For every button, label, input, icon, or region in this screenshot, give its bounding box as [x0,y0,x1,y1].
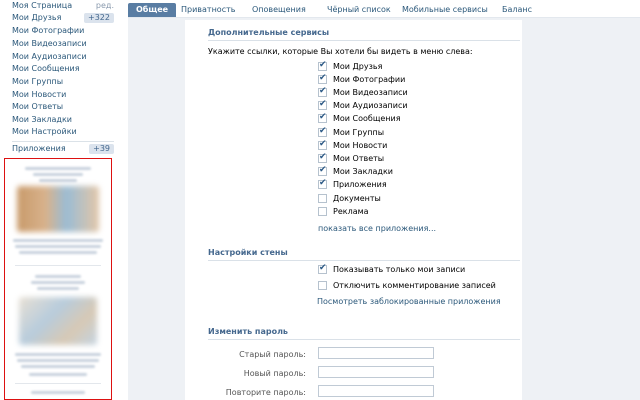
checkbox-label: Документы [333,194,381,203]
services-section-title: Дополнительные сервисы [208,28,330,37]
sidebar-item-friends[interactable]: Мои Друзья [12,13,62,22]
ad-block[interactable] [4,158,112,400]
tabs-underline [128,17,640,18]
checkbox-only-my-posts[interactable] [318,265,327,274]
left-sidebar [0,0,118,400]
checkbox-bookmarks[interactable] [318,167,327,176]
tab-blacklist[interactable]: Чёрный список [327,5,391,14]
sidebar-item-answers[interactable]: Мои Ответы [12,102,64,111]
sidebar-item-groups[interactable]: Мои Группы [12,77,64,86]
repeat-password-input[interactable] [318,385,434,397]
ad-text-blur [29,373,87,376]
checkbox-documents[interactable] [318,194,327,203]
show-all-apps-link[interactable]: показать все приложения... [318,224,437,233]
ad-title-blur [35,275,81,278]
checkbox-label: Мои Друзья [333,62,383,71]
ad-text-blur [17,359,99,362]
ad-text-blur [19,251,97,254]
ad-text-blur [15,353,101,356]
sidebar-item-apps[interactable]: Приложения [12,144,66,153]
ad-title-blur [31,391,85,394]
repeat-password-label: Повторите пароль: [225,388,306,397]
blocked-apps-link[interactable]: Посмотреть заблокированные приложения [317,297,501,306]
new-password-input[interactable] [318,366,434,378]
sidebar-divider [12,141,114,142]
ad-title-blur [25,167,91,170]
checkbox-audio[interactable] [318,101,327,110]
checkbox-videos[interactable] [318,88,327,97]
services-instruction: Укажите ссылки, которые Вы хотели бы видеть в меню слева: [208,47,473,56]
sidebar-item-videos[interactable]: Мои Видеозаписи [12,39,87,48]
checkbox-photos[interactable] [318,75,327,84]
old-password-input[interactable] [318,347,434,359]
checkbox-disable-comments[interactable] [318,281,327,290]
ad-title-blur [33,173,83,176]
section-divider [208,40,520,41]
checkbox-groups[interactable] [318,128,327,137]
checkbox-label: Отключить комментирование записей [333,281,496,290]
ad-text-blur [15,245,101,248]
tab-notifications[interactable]: Оповещения [252,5,306,14]
checkbox-label: Мои Видеозаписи [333,88,408,97]
apps-count-badge[interactable]: +39 [89,144,114,154]
checkbox-label: Мои Фотографии [333,75,406,84]
checkbox-apps[interactable] [318,180,327,189]
checkbox-label: Мои Сообщения [333,114,401,123]
sidebar-item-bookmarks[interactable]: Мои Закладки [12,115,72,124]
ad-text-blur [21,365,95,368]
checkbox-label: Приложения [333,180,387,189]
tab-privacy[interactable]: Приватность [181,5,236,14]
new-password-label: Новый пароль: [243,369,306,378]
checkbox-answers[interactable] [318,154,327,163]
checkbox-label: Мои Аудиозаписи [333,101,408,110]
edit-link[interactable]: ред. [95,1,114,10]
checkbox-label: Мои Ответы [333,154,385,163]
sidebar-item-settings[interactable]: Мои Настройки [12,127,77,136]
section-divider [208,339,520,340]
tab-mobile-services[interactable]: Мобильные сервисы [402,5,488,14]
checkbox-messages[interactable] [318,114,327,123]
checkbox-ads[interactable] [318,207,327,216]
sidebar-item-audio[interactable]: Мои Аудиозаписи [12,52,87,61]
ad-separator [15,383,101,384]
password-section-title: Изменить пароль [208,327,288,336]
sidebar-item-news[interactable]: Мои Новости [12,90,67,99]
section-divider [208,260,520,261]
tab-balance[interactable]: Баланс [502,5,533,14]
sidebar-item-my-page[interactable]: Моя Страница [12,1,73,10]
ad-title-blur [37,287,79,290]
ad-image [19,297,97,345]
sidebar-item-photos[interactable]: Мои Фотографии [12,26,85,35]
checkbox-label: Показывать только мои записи [333,265,466,274]
tab-general[interactable]: Общее [128,3,176,17]
sidebar-item-messages[interactable]: Мои Сообщения [12,64,80,73]
checkbox-friends[interactable] [318,62,327,71]
ad-title-blur [31,281,85,284]
checkbox-label: Мои Группы [333,128,385,137]
friends-count-badge[interactable]: +322 [84,13,114,23]
old-password-label: Старый пароль: [239,350,306,359]
checkbox-label: Мои Закладки [333,167,393,176]
checkbox-label: Реклама [333,207,369,216]
ad-image [17,186,99,232]
checkbox-news[interactable] [318,141,327,150]
wall-section-title: Настройки стены [208,248,288,257]
ad-separator [15,265,101,266]
checkbox-label: Мои Новости [333,141,388,150]
ad-title-blur [39,179,77,182]
ad-text-blur [13,239,103,242]
settings-tabs [128,2,640,18]
